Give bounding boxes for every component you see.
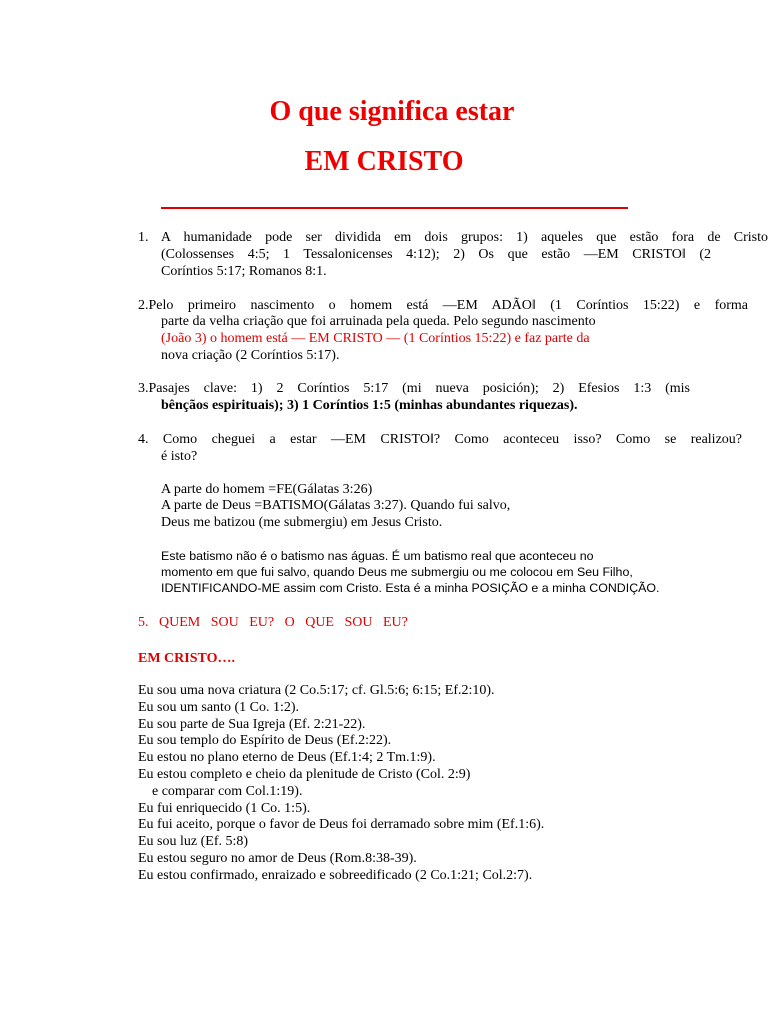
list-item: Eu estou completo e cheio da plenitude de Cristo (Col. 2:9)	[138, 767, 471, 782]
item1-line3: Coríntios 5:17; Romanos 8:1.	[161, 264, 327, 279]
item3-line1: 3.Pasajes clave: 1) 2 Coríntios 5:17 (mi nueva posición); 2) Efesios 1:3 (mis	[138, 381, 690, 396]
item1-line1: 1. A humanidade pode ser dividida em dois grupos: 1) aqueles que estão fora de Cristo	[138, 230, 768, 245]
item5-heading: 5. QUEM SOU EU? O QUE SOU EU?	[138, 615, 408, 630]
item2-line1: 2.Pelo primeiro nascimento o homem está ―EM ADÃO‖ (1 Coríntios 15:22) e forma	[138, 298, 748, 313]
item3-line2: bênçãos espirituais); 3) 1 Coríntios 1:5 (minhas abundantes riquezas).	[161, 398, 578, 413]
item4-batismo-line1: A parte de Deus =BATISMO(Gálatas 3:27). Quando fui salvo,	[161, 498, 511, 513]
list-item: Eu estou no plano eterno de Deus (Ef.1:4; 2 Tm.1:9).	[138, 750, 436, 766]
item2-line3: (João 3) o homem está ― EM CRISTO ― (1 Coríntios 15:22) e faz parte da	[161, 331, 590, 346]
list-item: Eu fui aceito, porque o favor de Deus foi derramado sobre mim (Ef.1:6).	[138, 817, 545, 833]
item4-line1: 4. Como cheguei a estar ―EM CRISTO‖? Como aconteceu isso? Como se realizou?	[138, 432, 742, 447]
item1-line2: (Colossenses 4:5; 1 Tessalonicenses 4:12); 2) Os que estão ―EM CRISTO‖ (2	[161, 247, 711, 262]
item2-line4: nova criação (2 Coríntios 5:17).	[161, 348, 340, 363]
item4-batismo-line2: Deus me batizou (me submergiu) em Jesus Cristo.	[161, 515, 443, 530]
title-divider	[161, 207, 628, 209]
item4-note-line2: momento em que fui salvo, quando Deus me submergiu ou me colocou em Seu Filho,	[161, 565, 633, 579]
page-title-line2: EM CRISTO	[304, 146, 464, 177]
list-item: Eu sou uma nova criatura (2 Co.5:17; cf. Gl.5:6; 6:15; Ef.2:10).	[138, 683, 495, 698]
item4-fe: A parte do homem =FE(Gálatas 3:26)	[161, 482, 373, 497]
list-item: Eu sou parte de Sua Igreja (Ef. 2:21-22).	[138, 716, 366, 732]
list-item: Eu sou um santo (1 Co. 1:2).	[138, 699, 299, 715]
list-item: Eu estou seguro no amor de Deus (Rom.8:38-39).	[138, 851, 417, 866]
page-title-line1: O que significa estar	[269, 96, 515, 127]
list-item: Eu estou confirmado, enraizado e sobreedificado (2 Co.1:21; Col.2:7).	[138, 867, 533, 883]
list-item: Eu sou luz (Ef. 5:8)	[138, 834, 249, 850]
list-item: Eu fui enriquecido (1 Co. 1:5).	[138, 800, 311, 816]
item5-subheading: EM CRISTO….	[138, 651, 235, 666]
item4-note-line1: Este batismo não é o batismo nas águas. É um batismo real que aconteceu no	[161, 549, 594, 563]
list-item: e comparar com Col.1:19).	[138, 783, 303, 799]
item2-line2: parte da velha criação que foi arruinada pela queda. Pelo segundo nascimento	[161, 314, 596, 329]
item4-note-line3: IDENTIFICANDO-ME assim com Cristo. Esta é a minha POSIÇÃO e a minha CONDIÇÃO.	[161, 581, 660, 595]
item4-line2: é isto?	[161, 449, 198, 464]
list-item: Eu sou templo do Espírito de Deus (Ef.2:22).	[138, 733, 392, 749]
